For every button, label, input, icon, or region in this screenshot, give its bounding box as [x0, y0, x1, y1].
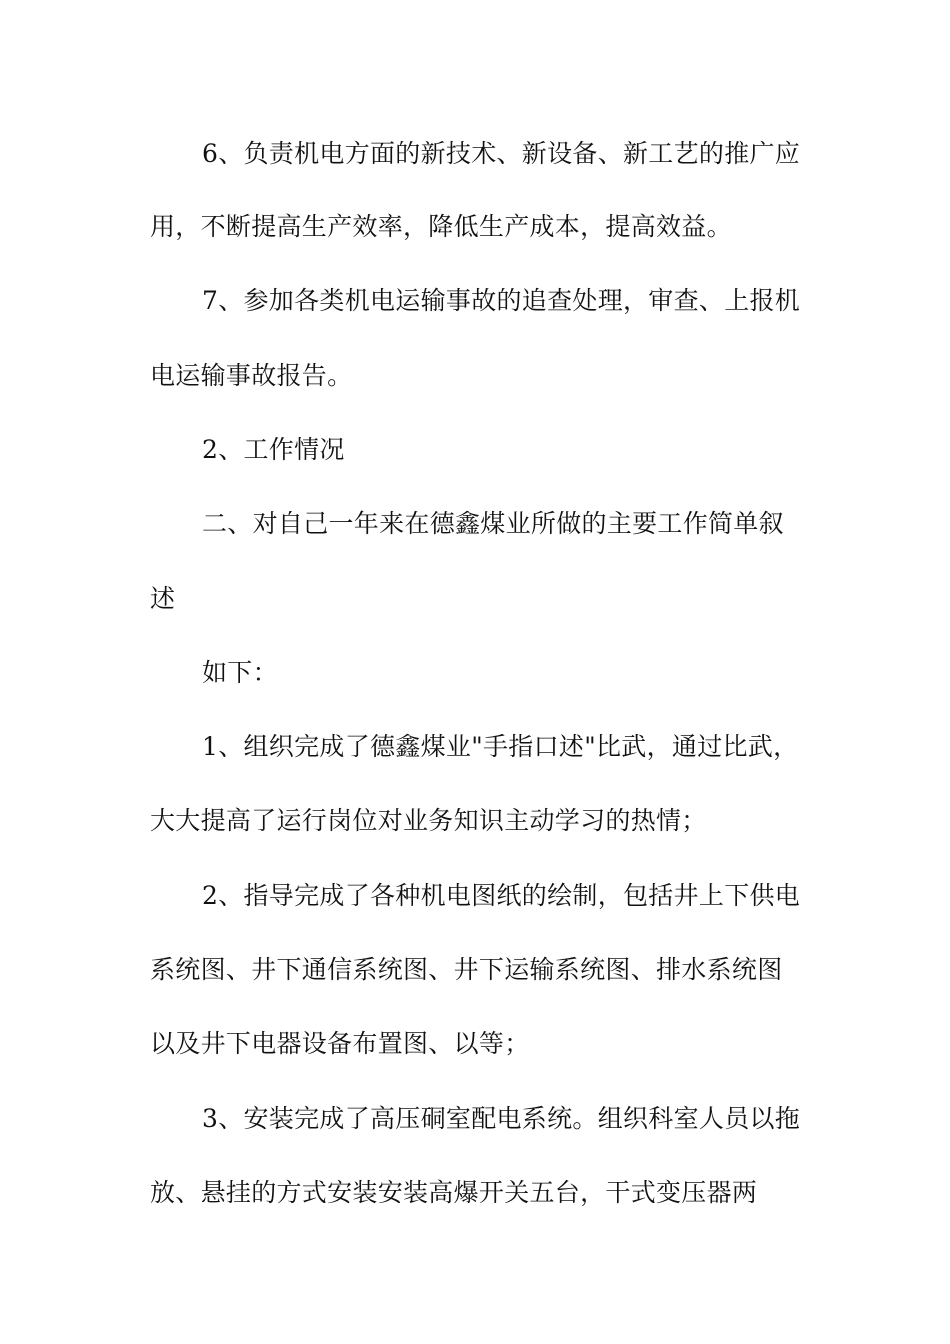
paragraph-7-line-2: 电运输事故报告。 [150, 361, 353, 390]
item-1-line-1: 1、组织完成了德鑫煤业"手指口述"比武，通过比武， [202, 732, 799, 761]
item-2-line-2: 系统图、井下通信系统图、井下运输系统图、排水系统图 [150, 955, 783, 984]
item-3-line-1: 3、安装完成了高压硐室配电系统。组织科室人员以拖 [202, 1104, 801, 1133]
item-1-line-2: 大大提高了运行岗位对业务知识主动学习的热情； [150, 806, 707, 835]
section-heading-summary-line-1: 二、对自己一年来在德鑫煤业所做的主要工作简单叙 [202, 509, 784, 538]
paragraph-7-line-1: 7、参加各类机电运输事故的追查处理，审查、上报机 [202, 286, 801, 315]
paragraph-6-line-1: 6、负责机电方面的新技术、新设备、新工艺的推广应 [202, 139, 801, 168]
paragraph-6-line-2: 用，不断提高生产效率，降低生产成本，提高效益。 [150, 212, 732, 241]
section-heading-work-status: 2、工作情况 [202, 435, 345, 464]
intro-as-follows: 如下： [202, 658, 278, 687]
item-3-line-2: 放、悬挂的方式安装安装高爆开关五台，干式变压器两 [150, 1178, 758, 1207]
section-heading-summary-line-2: 述 [150, 584, 176, 613]
item-2-line-1: 2、指导完成了各种机电图纸的绘制，包括井上下供电 [202, 881, 801, 910]
item-2-line-3: 以及井下电器设备布置图、以等； [150, 1029, 530, 1058]
